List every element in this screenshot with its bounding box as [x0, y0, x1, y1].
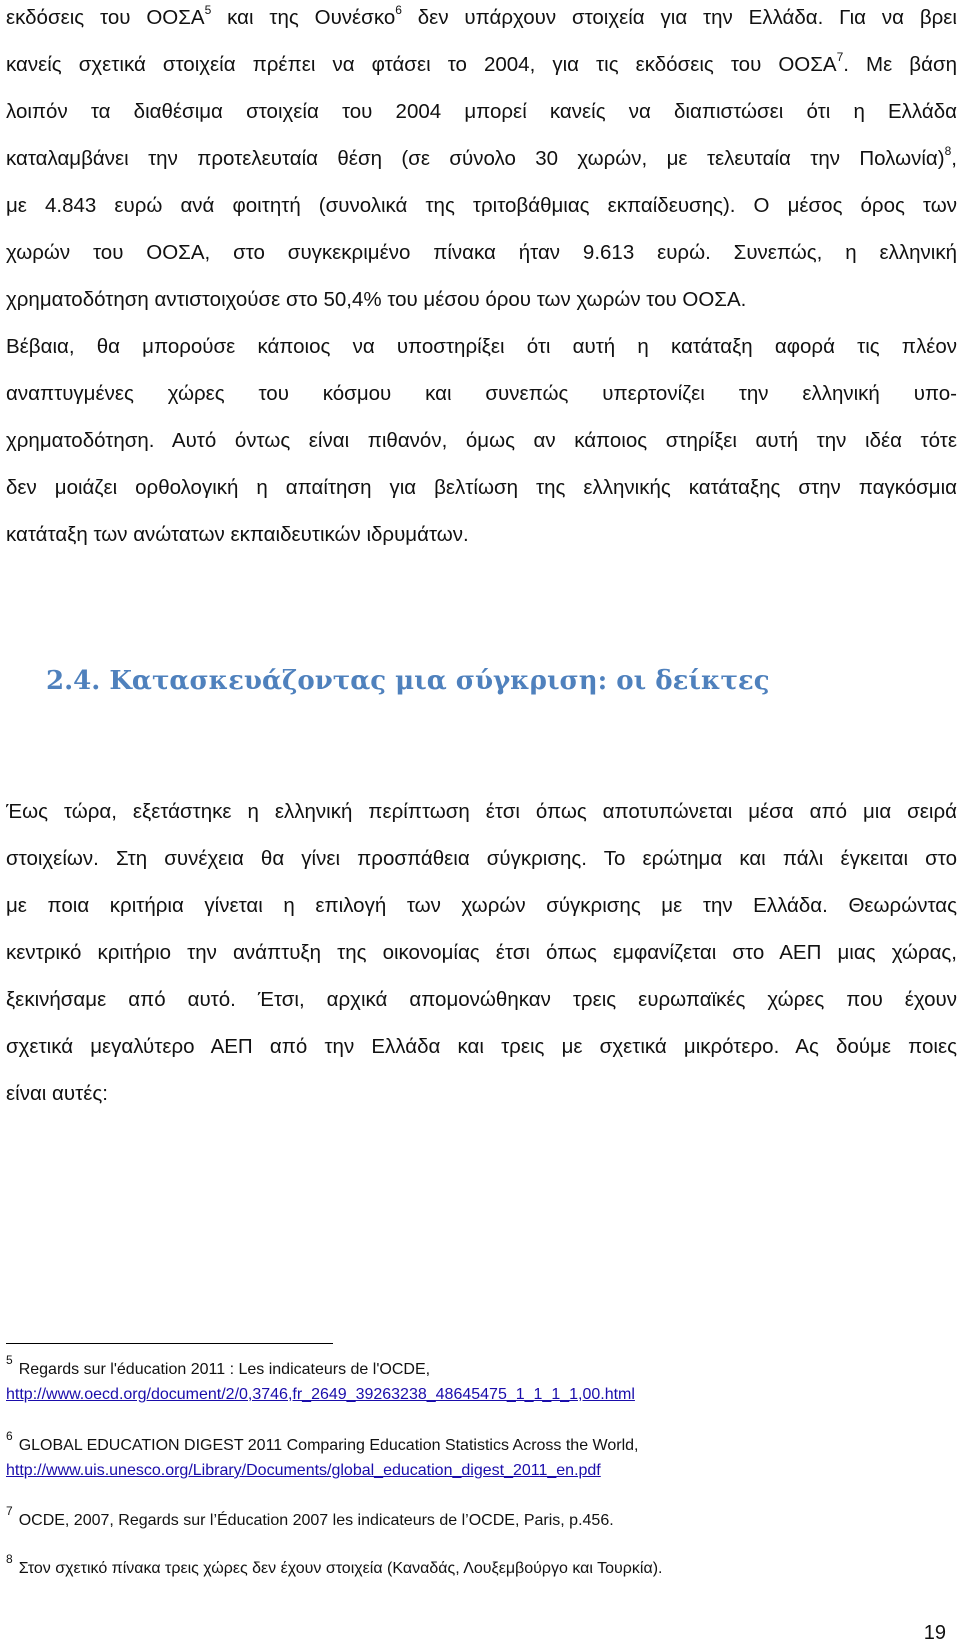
- footnote-number: 7: [6, 1503, 13, 1518]
- text-line: χρηματοδότηση αντιστοιχούσε στο 50,4% του μέσου όρου των χωρών του ΟΟΣΑ.: [6, 288, 747, 311]
- footnote-link[interactable]: http://www.oecd.org/document/2/0,3746,fr_2649_39263238_48645475_1_1_1_1,00.html: [6, 1386, 635, 1403]
- footnote-ref-6[interactable]: 6: [395, 3, 402, 18]
- footnote-text: Στον σχετικό πίνακα τρεις χώρες δεν έχουν στοιχεία (Καναδάς, Λουξεμβούργο και Τουρκία).: [18, 1560, 663, 1577]
- footnote-ref-7[interactable]: 7: [836, 50, 844, 65]
- text-line: κατάταξη των ανώτατων εκπαιδευτικών ιδρυμάτων.: [6, 523, 469, 546]
- paragraph-funding-comparison: [6, 0, 957, 323]
- footnote-5: [6, 1352, 635, 1407]
- footnote-7: [6, 1503, 614, 1533]
- footnote-8: [6, 1551, 663, 1581]
- text-line: σχετικά μεγαλύτερο ΑΕΠ από την Ελλάδα και τρεις με σχετικά μικρότερο. Ας δούμε ποιες: [6, 1035, 957, 1058]
- text-line: με 4.843 ευρώ ανά φοιτητή (συνολικά της τριτοβάθμιας εκπαίδευσης). Ο μέσος όρος των: [6, 194, 957, 217]
- paragraph-ranking-argument: [6, 323, 957, 558]
- footnote-text: Regards sur l'éducation 2011 : Les indicateurs de l'OCDE,: [18, 1361, 431, 1378]
- page-number: 19: [923, 1622, 946, 1644]
- section-heading: 2.4. Κατασκευάζοντας μια σύγκριση: οι δείκτες: [46, 666, 770, 696]
- text-line: κανείς σχετικά στοιχεία πρέπει να φτάσει το 2004, για τις εκδόσεις του ΟΟΣΑ$^7$. Με βάση: [6, 50, 957, 76]
- text-line: χρηματοδότηση. Αυτό όντως είναι πιθανόν, όμως αν κάποιος στηρίξει αυτή την ιδέα τότε: [6, 429, 957, 452]
- footnote-ref-8[interactable]: 8: [944, 144, 952, 159]
- text-line: αναπτυγμένες χώρες του κόσμου και συνεπώς υπερτονίζει την ελληνική υπο-: [6, 382, 957, 405]
- footnote-text: GLOBAL EDUCATION DIGEST 2011 Comparing Education Statistics Across the World,: [18, 1437, 639, 1454]
- text-line: Έως τώρα, εξετάστηκε η ελληνική περίπτωση έτσι όπως αποτυπώνεται μέσα από μια σειρά: [6, 800, 957, 823]
- text-line: χωρών του ΟΟΣΑ, στο συγκεκριμένο πίνακα ήταν 9.613 ευρώ. Συνεπώς, η ελληνική: [6, 241, 957, 264]
- text-line: είναι αυτές:: [6, 1082, 108, 1105]
- text-line: με ποια κριτήρια γίνεται η επιλογή των χωρών σύγκρισης με την Ελλάδα. Θεωρώντας: [6, 894, 957, 917]
- text-line: λοιπόν τα διαθέσιμα στοιχεία του 2004 μπορεί κανείς να διαπιστώσει ότι η Ελλάδα: [6, 100, 957, 123]
- footnote-number: 5: [6, 1352, 13, 1367]
- footnote-separator: [6, 1343, 333, 1344]
- footnote-number: 6: [6, 1428, 13, 1443]
- text-line: εκδόσεις του ΟΟΣΑ$^5$ και της Ουνέσκο$^6$ δεν υπάρχουν στοιχεία για την Ελλάδα. Για να βρει: [6, 3, 957, 29]
- text-line: ξεκινήσαμε από αυτό. Έτσι, αρχικά απομονώθηκαν τρεις ευρωπαϊκές χώρες που έχουν: [6, 988, 957, 1011]
- footnote-number: 8: [6, 1551, 13, 1566]
- footnote-text: OCDE, 2007, Regards sur l’Éducation 2007 les indicateurs de l’OCDE, Paris, p.456.: [18, 1512, 614, 1529]
- text-line: κεντρικό κριτήριο την ανάπτυξη της οικονομίας έτσι όπως εμφανίζεται στο ΑΕΠ μιας χώρας,: [6, 941, 957, 964]
- paragraph-comparison-criteria: [6, 788, 957, 1117]
- footnote-ref-5[interactable]: 5: [204, 3, 212, 18]
- footnote-link[interactable]: http://www.uis.unesco.org/Library/Documents/global_education_digest_2011_en.pdf: [6, 1462, 601, 1479]
- text-line: Βέβαια, θα μπορούσε κάποιος να υποστηρίξει ότι αυτή η κατάταξη αφορά τις πλέον: [6, 335, 957, 358]
- text-line: δεν μοιάζει ορθολογική η απαίτηση για βελτίωση της ελληνικής κατάταξης στην παγκόσμια: [6, 476, 957, 499]
- footnote-6: [6, 1428, 639, 1483]
- text-line: καταλαμβάνει την προτελευταία θέση (σε σύνολο 30 χωρών, με τελευταία την Πολωνία)$^8$,: [6, 144, 957, 170]
- text-line: στοιχείων. Στη συνέχεια θα γίνει προσπάθεια σύγκρισης. Το ερώτημα και πάλι έγκειται στο: [6, 847, 957, 870]
